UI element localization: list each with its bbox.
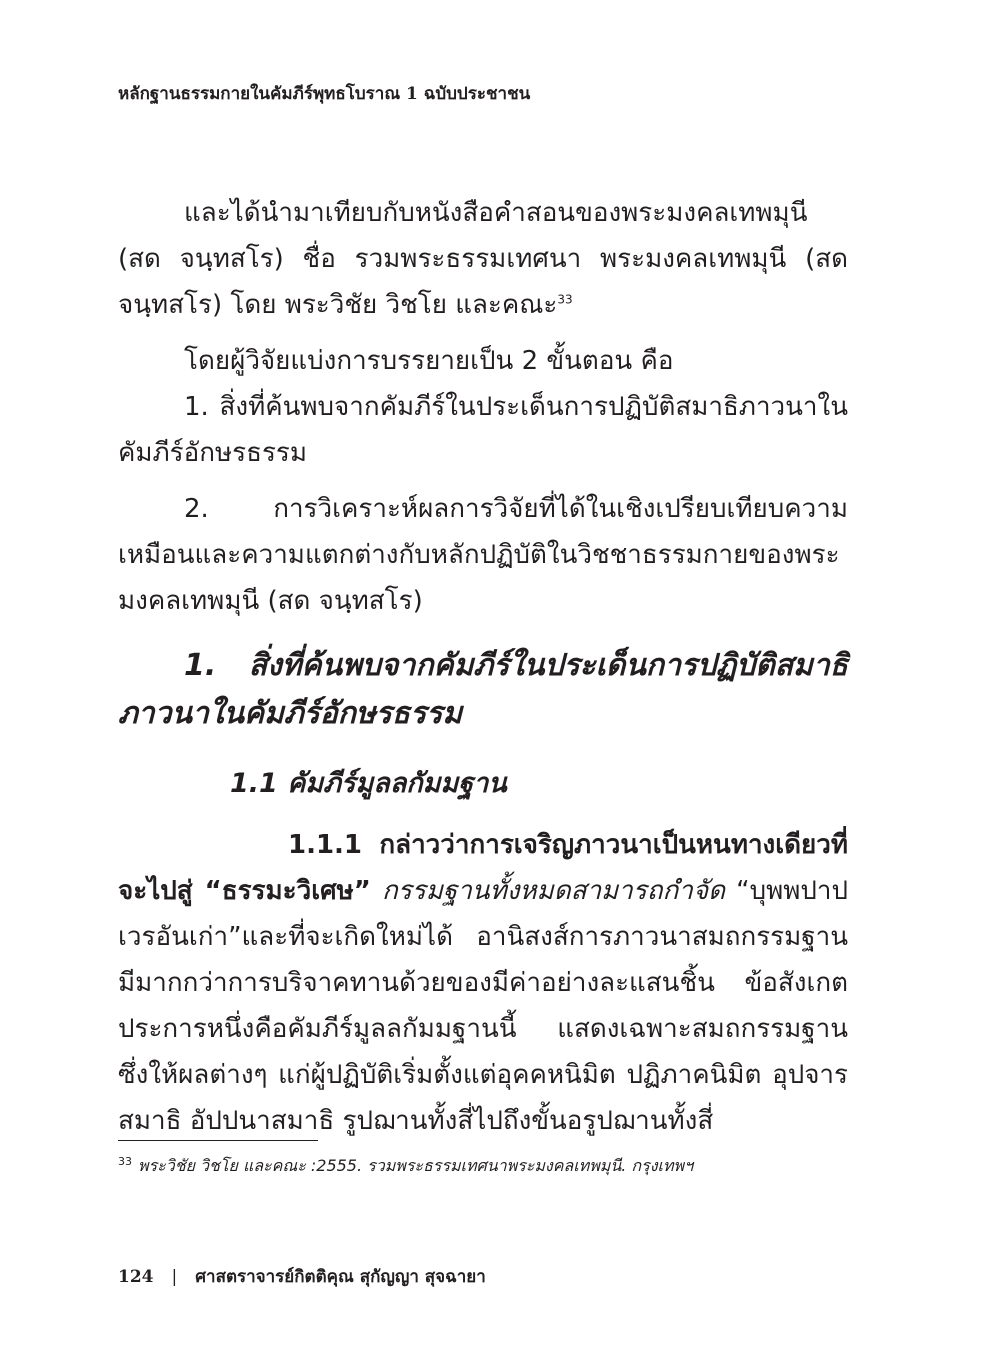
running-header: หลักฐานธรรมกายในคัมภีร์พุทธโบราณ 1 ฉบับประชาชน — [118, 84, 531, 104]
footer-author: ศาสตราจารย์กิตติคุณ สุกัญญา สุจฉายา — [195, 1267, 486, 1287]
step-item-1: 1. สิ่งที่ค้นพบจากคัมภีร์ในประเด็นการปฏิบัติสมาธิภาวนาในคัมภีร์อักษรธรรม — [118, 392, 848, 468]
footnote-reference: 33 — [557, 292, 573, 307]
intro-paragraph-text: และได้นำมาเทียบกับหนังสือคำสอนของพระมงคลเทพมุนี (สด จนฺทสโร) ชื่อ รวมพระธรรมเทศนา พระมงคลเทพมุนี (สด จนฺทสโร) โดย พระวิชัย วิชโย และคณะ — [118, 198, 848, 320]
section-heading-1-1: 1.1 คัมภีร์มูลลกัมมฐาน — [230, 768, 507, 799]
section-heading-1: 1. สิ่งที่ค้นพบจากคัมภีร์ในประเด็นการปฏิบัติสมาธิภาวนาในคัมภีร์อักษรธรรม — [118, 648, 848, 731]
section-1-1-1-text: “บุพพปาป เวรอันเก่า”และที่จะเกิดใหม่ได้ อานิสงส์การภาวนาสมถกรรมฐานมีมากกว่าการบริจาคทานด้วยของมีค่าอย่างละแสนชิ้น ข้อสังเกตประการหนึ่งคือคัมภีร์มูลลกัมมฐานนี้ แสดงเฉพาะสมถกรรมฐาน ซึ่งให้ผลต่างๆ แก่ผู้ปฏิบัติเริ่มตั้งแต่อุคคหนิมิต ปฏิภาคนิมิต อุปจารสมาธิ อัปปนาสมาธิ รูปฌานทั้งสี่ไปถึงขั้นอรูปฌานทั้งสี่ — [118, 876, 849, 1136]
section-1-1-1-lead: 1.1.1 กล่าวว่าการเจริญภาวนาเป็นหนทางเดียวที่จะไปสู่ “ธรรมะวิเศษ” — [118, 830, 848, 906]
footnote-divider — [118, 1140, 318, 1141]
step-item-2: 2. การวิเคราะห์ผลการวิจัยที่ได้ในเชิงเปรียบเทียบความเหมือนและความแตกต่างกับหลักปฏิบัติในวิชชาธรรมกายของพระมงคลเทพมุนี (สด จนฺทสโร) — [118, 494, 848, 616]
division-intro: โดยผู้วิจัยแบ่งการบรรยายเป็น 2 ขั้นตอน คือ — [184, 346, 674, 376]
footnote — [118, 1153, 848, 1179]
footnote-text: พระวิชัย วิชโย และคณะ :2555. รวมพระธรรมเทศนาพระมงคลเทพมุนี. กรุงเทพฯ — [138, 1156, 694, 1175]
section-1-1-1-paragraph — [118, 822, 848, 1144]
page-content — [118, 190, 848, 1144]
footnote-number: 33 — [118, 1154, 132, 1168]
page-number: 124 — [118, 1267, 154, 1287]
intro-paragraph — [118, 190, 848, 328]
footer-separator: | — [171, 1267, 178, 1287]
page-footer — [118, 1263, 486, 1290]
section-1-1-1-italic-phrase: กรรมฐานทั้งหมดสามารถกำจัด — [382, 876, 725, 906]
